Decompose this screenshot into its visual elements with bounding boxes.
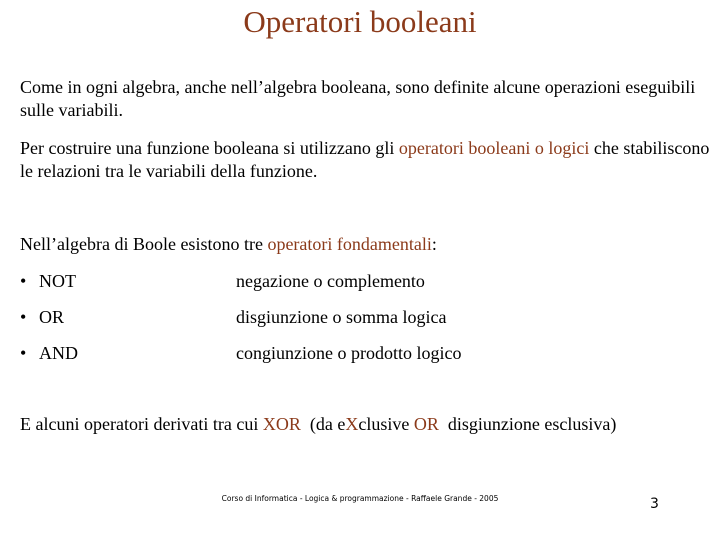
or-highlight: OR	[413, 414, 439, 434]
derived-operators-paragraph	[20, 413, 710, 436]
derived-text-e: clusive	[358, 414, 414, 434]
operator-name: NOT	[39, 271, 76, 291]
derived-text-g: disgiunzione esclusiva)	[438, 414, 617, 434]
footer-text: Corso di Informatica - Logica & programmazione - Raffaele Grande - 2005	[221, 494, 499, 503]
operators-highlight: operatori booleani o logici	[398, 138, 590, 158]
operators-paragraph	[20, 137, 710, 183]
operator-name: AND	[39, 343, 78, 363]
derived-text-a: E alcuni operatori derivati tra cui	[20, 414, 263, 434]
operator-name: OR	[39, 307, 65, 327]
operator-description: negazione o complemento	[236, 271, 425, 291]
fundamental-text-end: :	[431, 234, 437, 254]
operators-text-end: che stabiliscono le relazioni tra le variabili della funzione.	[20, 138, 710, 181]
fundamental-text-start: Nell’algebra di Boole esistono tre	[20, 234, 268, 254]
xor-highlight: XOR	[262, 414, 301, 434]
fundamental-highlight: operatori fondamentali	[267, 234, 432, 254]
operator-description: disgiunzione o somma logica	[236, 307, 447, 327]
fundamental-paragraph	[20, 233, 710, 256]
operators-text-start: Per costruire una funzione booleana si utilizzano gli	[20, 138, 399, 158]
operator-description: congiunzione o prodotto logico	[236, 343, 462, 363]
derived-text-c: (da e	[300, 414, 346, 434]
intro-paragraph: Come in ogni algebra, anche nell’algebra booleana, sono definite alcune operazioni eseguibili sulle variabili.	[20, 77, 696, 120]
page-number: 3	[650, 496, 659, 512]
x-highlight: X	[345, 414, 359, 434]
bullet: •	[20, 343, 27, 363]
slide-title: Operatori booleani	[243, 4, 477, 39]
bullet: •	[20, 307, 27, 327]
bullet: •	[20, 271, 27, 291]
